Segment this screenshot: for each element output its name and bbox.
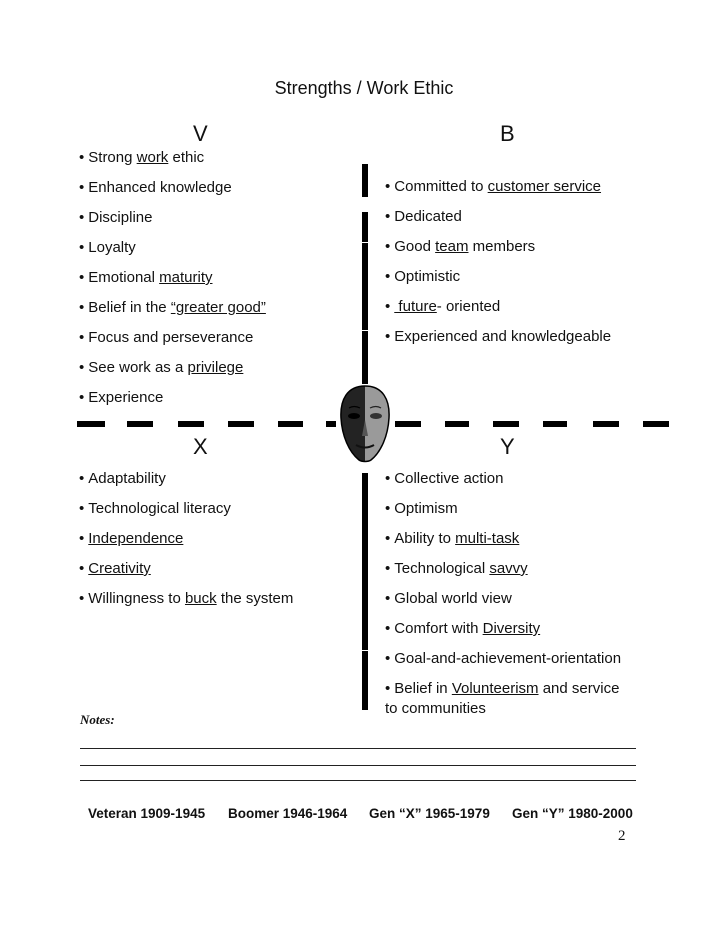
list-item-text: Discipline (88, 209, 153, 226)
quadrant-v-heading: V (193, 121, 208, 146)
list-item (79, 179, 232, 196)
list-item (385, 208, 462, 225)
list-item-text: Experienced and knowledgeable (394, 328, 612, 345)
list-item-text: “greater good” (170, 299, 266, 316)
list-item-text: multi-task (455, 530, 520, 547)
list-item (385, 650, 621, 667)
list-item (385, 268, 460, 285)
list-item-text: buck (184, 590, 217, 607)
bullet-glyph: • (385, 500, 391, 517)
list-item (385, 238, 535, 255)
page-number: 2 (618, 828, 626, 844)
list-item (385, 178, 601, 195)
list-item-text: team (435, 238, 469, 255)
bullet-glyph: • (385, 560, 391, 577)
list-item (79, 359, 243, 376)
bullet-glyph: • (79, 209, 85, 226)
horizontal-divider-segment (643, 421, 669, 427)
list-item-text: members (468, 238, 536, 255)
vertical-divider-segment (362, 272, 368, 302)
bullet-glyph: • (385, 238, 391, 255)
vertical-divider-segment (362, 533, 368, 562)
horizontal-divider-segment (178, 421, 204, 427)
list-item-text: See work as a (88, 359, 188, 376)
legend-gen-x: Gen “X” 1965-1979 (369, 806, 490, 821)
list-item-text: Optimistic (394, 268, 461, 285)
mask-image (337, 384, 393, 464)
quadrant-x-heading: X (193, 434, 208, 459)
vertical-divider-segment (362, 331, 368, 361)
horizontal-divider-segment (593, 421, 619, 427)
legend-veteran: Veteran 1909-1945 (88, 806, 206, 821)
vertical-divider-segment (362, 680, 368, 710)
list-item (79, 239, 136, 256)
vertical-divider-segment (362, 503, 368, 533)
list-item-text: ethic (168, 149, 205, 166)
vertical-divider-segment (362, 651, 368, 680)
bullet-glyph: • (79, 389, 85, 406)
bullet-glyph: • (79, 179, 85, 196)
list-item-text: customer service (487, 178, 602, 195)
bullet-glyph: • (79, 560, 85, 577)
quadrant-y-continuation: to communities (385, 700, 486, 717)
list-item (385, 530, 519, 547)
list-item (79, 269, 212, 286)
list-item-text: Emotional (88, 269, 160, 286)
list-item-text: privilege (187, 359, 244, 376)
list-item-text: Creativity (88, 560, 151, 577)
list-item-text: Comfort with (394, 620, 483, 637)
bullet-glyph: • (79, 299, 85, 316)
bullet-glyph: • (79, 149, 85, 166)
quadrant-b-heading: B (500, 121, 515, 146)
list-item (385, 328, 611, 345)
vertical-divider-segment (362, 212, 368, 242)
bullet-glyph: • (385, 650, 391, 667)
list-item-text: savvy (489, 560, 528, 577)
bullet-glyph: • (385, 620, 391, 637)
vertical-divider-segment (362, 301, 368, 330)
list-item (79, 149, 204, 166)
horizontal-divider-segment (127, 421, 153, 427)
list-item (79, 530, 183, 547)
list-item-text: Belief in the (88, 299, 171, 316)
bullet-glyph: • (79, 269, 85, 286)
list-item (79, 209, 152, 226)
bullet-glyph: • (79, 590, 85, 607)
list-item-text: work (136, 149, 169, 166)
list-item (79, 500, 231, 517)
notes-line-1 (80, 748, 636, 749)
list-item-text: Global world view (394, 590, 512, 607)
list-item-text: Adaptability (88, 470, 166, 487)
list-item-text: Technological literacy (88, 500, 231, 517)
bullet-glyph: • (385, 298, 391, 315)
bullet-glyph: • (79, 239, 85, 256)
vertical-divider-segment (362, 592, 368, 621)
notes-label: Notes: (80, 712, 115, 727)
list-item-text: Strong (88, 149, 137, 166)
list-item (385, 680, 619, 697)
list-item-text: Diversity (482, 620, 541, 637)
list-item-text: Ability to (394, 530, 456, 547)
list-item (79, 299, 266, 316)
bullet-glyph: • (385, 590, 391, 607)
list-item-text: Optimism (394, 500, 458, 517)
list-item-text: Willingness to (88, 590, 185, 607)
list-item (385, 620, 540, 637)
notes-line-3 (80, 780, 636, 781)
list-item-text: maturity (159, 269, 213, 286)
list-item-text: and service (538, 680, 620, 697)
list-item-text: Technological (394, 560, 490, 577)
list-item-text: Loyalty (88, 239, 136, 256)
list-item-text: the system (216, 590, 294, 607)
bullet-glyph: • (79, 470, 85, 487)
list-item-text: Enhanced knowledge (88, 179, 232, 196)
list-item (385, 500, 458, 517)
list-item (385, 298, 500, 315)
legend-gen-y: Gen “Y” 1980-2000 (512, 806, 633, 821)
list-item-text: Dedicated (394, 208, 462, 225)
vertical-divider-segment (362, 243, 368, 272)
horizontal-divider-segment (326, 421, 336, 427)
list-item (79, 470, 166, 487)
horizontal-divider-segment (395, 421, 421, 427)
horizontal-divider-segment (77, 421, 105, 427)
bullet-glyph: • (385, 178, 391, 195)
list-item (385, 470, 503, 487)
horizontal-divider-segment (543, 421, 567, 427)
page-title: Strengths / Work Ethic (274, 78, 454, 98)
list-item-text: Good (394, 238, 436, 255)
list-item (79, 590, 293, 607)
list-item-text: Committed to (394, 178, 488, 195)
bullet-glyph: • (385, 268, 391, 285)
bullet-glyph: • (79, 530, 85, 547)
list-item-text: Independence (88, 530, 184, 547)
vertical-divider-segment (362, 473, 368, 503)
horizontal-divider-segment (278, 421, 303, 427)
horizontal-divider-segment (445, 421, 469, 427)
list-item (79, 329, 253, 346)
list-item (385, 590, 512, 607)
list-item-text: Focus and perseverance (88, 329, 254, 346)
quadrant-y-heading: Y (500, 434, 515, 459)
list-item-text: Collective action (394, 470, 504, 487)
vertical-divider-segment (362, 621, 368, 650)
horizontal-divider-segment (228, 421, 254, 427)
horizontal-divider-segment (493, 421, 519, 427)
list-item-text: - oriented (436, 298, 501, 315)
list-item-text: Belief in (394, 680, 452, 697)
bullet-glyph: • (79, 359, 85, 376)
vertical-divider-segment (362, 562, 368, 592)
list-item-text: Experience (88, 389, 164, 406)
list-item-text: Goal-and-achievement-orientation (394, 650, 622, 667)
vertical-divider-segment (362, 164, 368, 197)
bullet-glyph: • (385, 328, 391, 345)
list-item (79, 389, 163, 406)
bullet-glyph: • (385, 530, 391, 547)
bullet-glyph: • (385, 208, 391, 225)
bullet-glyph: • (79, 500, 85, 517)
vertical-divider-segment (362, 360, 368, 384)
bullet-glyph: • (385, 680, 391, 697)
bullet-glyph: • (385, 470, 391, 487)
legend-boomer: Boomer 1946-1964 (228, 806, 348, 821)
list-item-text: Volunteerism (451, 680, 539, 697)
notes-line-2 (80, 765, 636, 766)
list-item (385, 560, 528, 577)
bullet-glyph: • (79, 329, 85, 346)
list-item (79, 560, 151, 577)
list-item-text: future (394, 298, 437, 315)
